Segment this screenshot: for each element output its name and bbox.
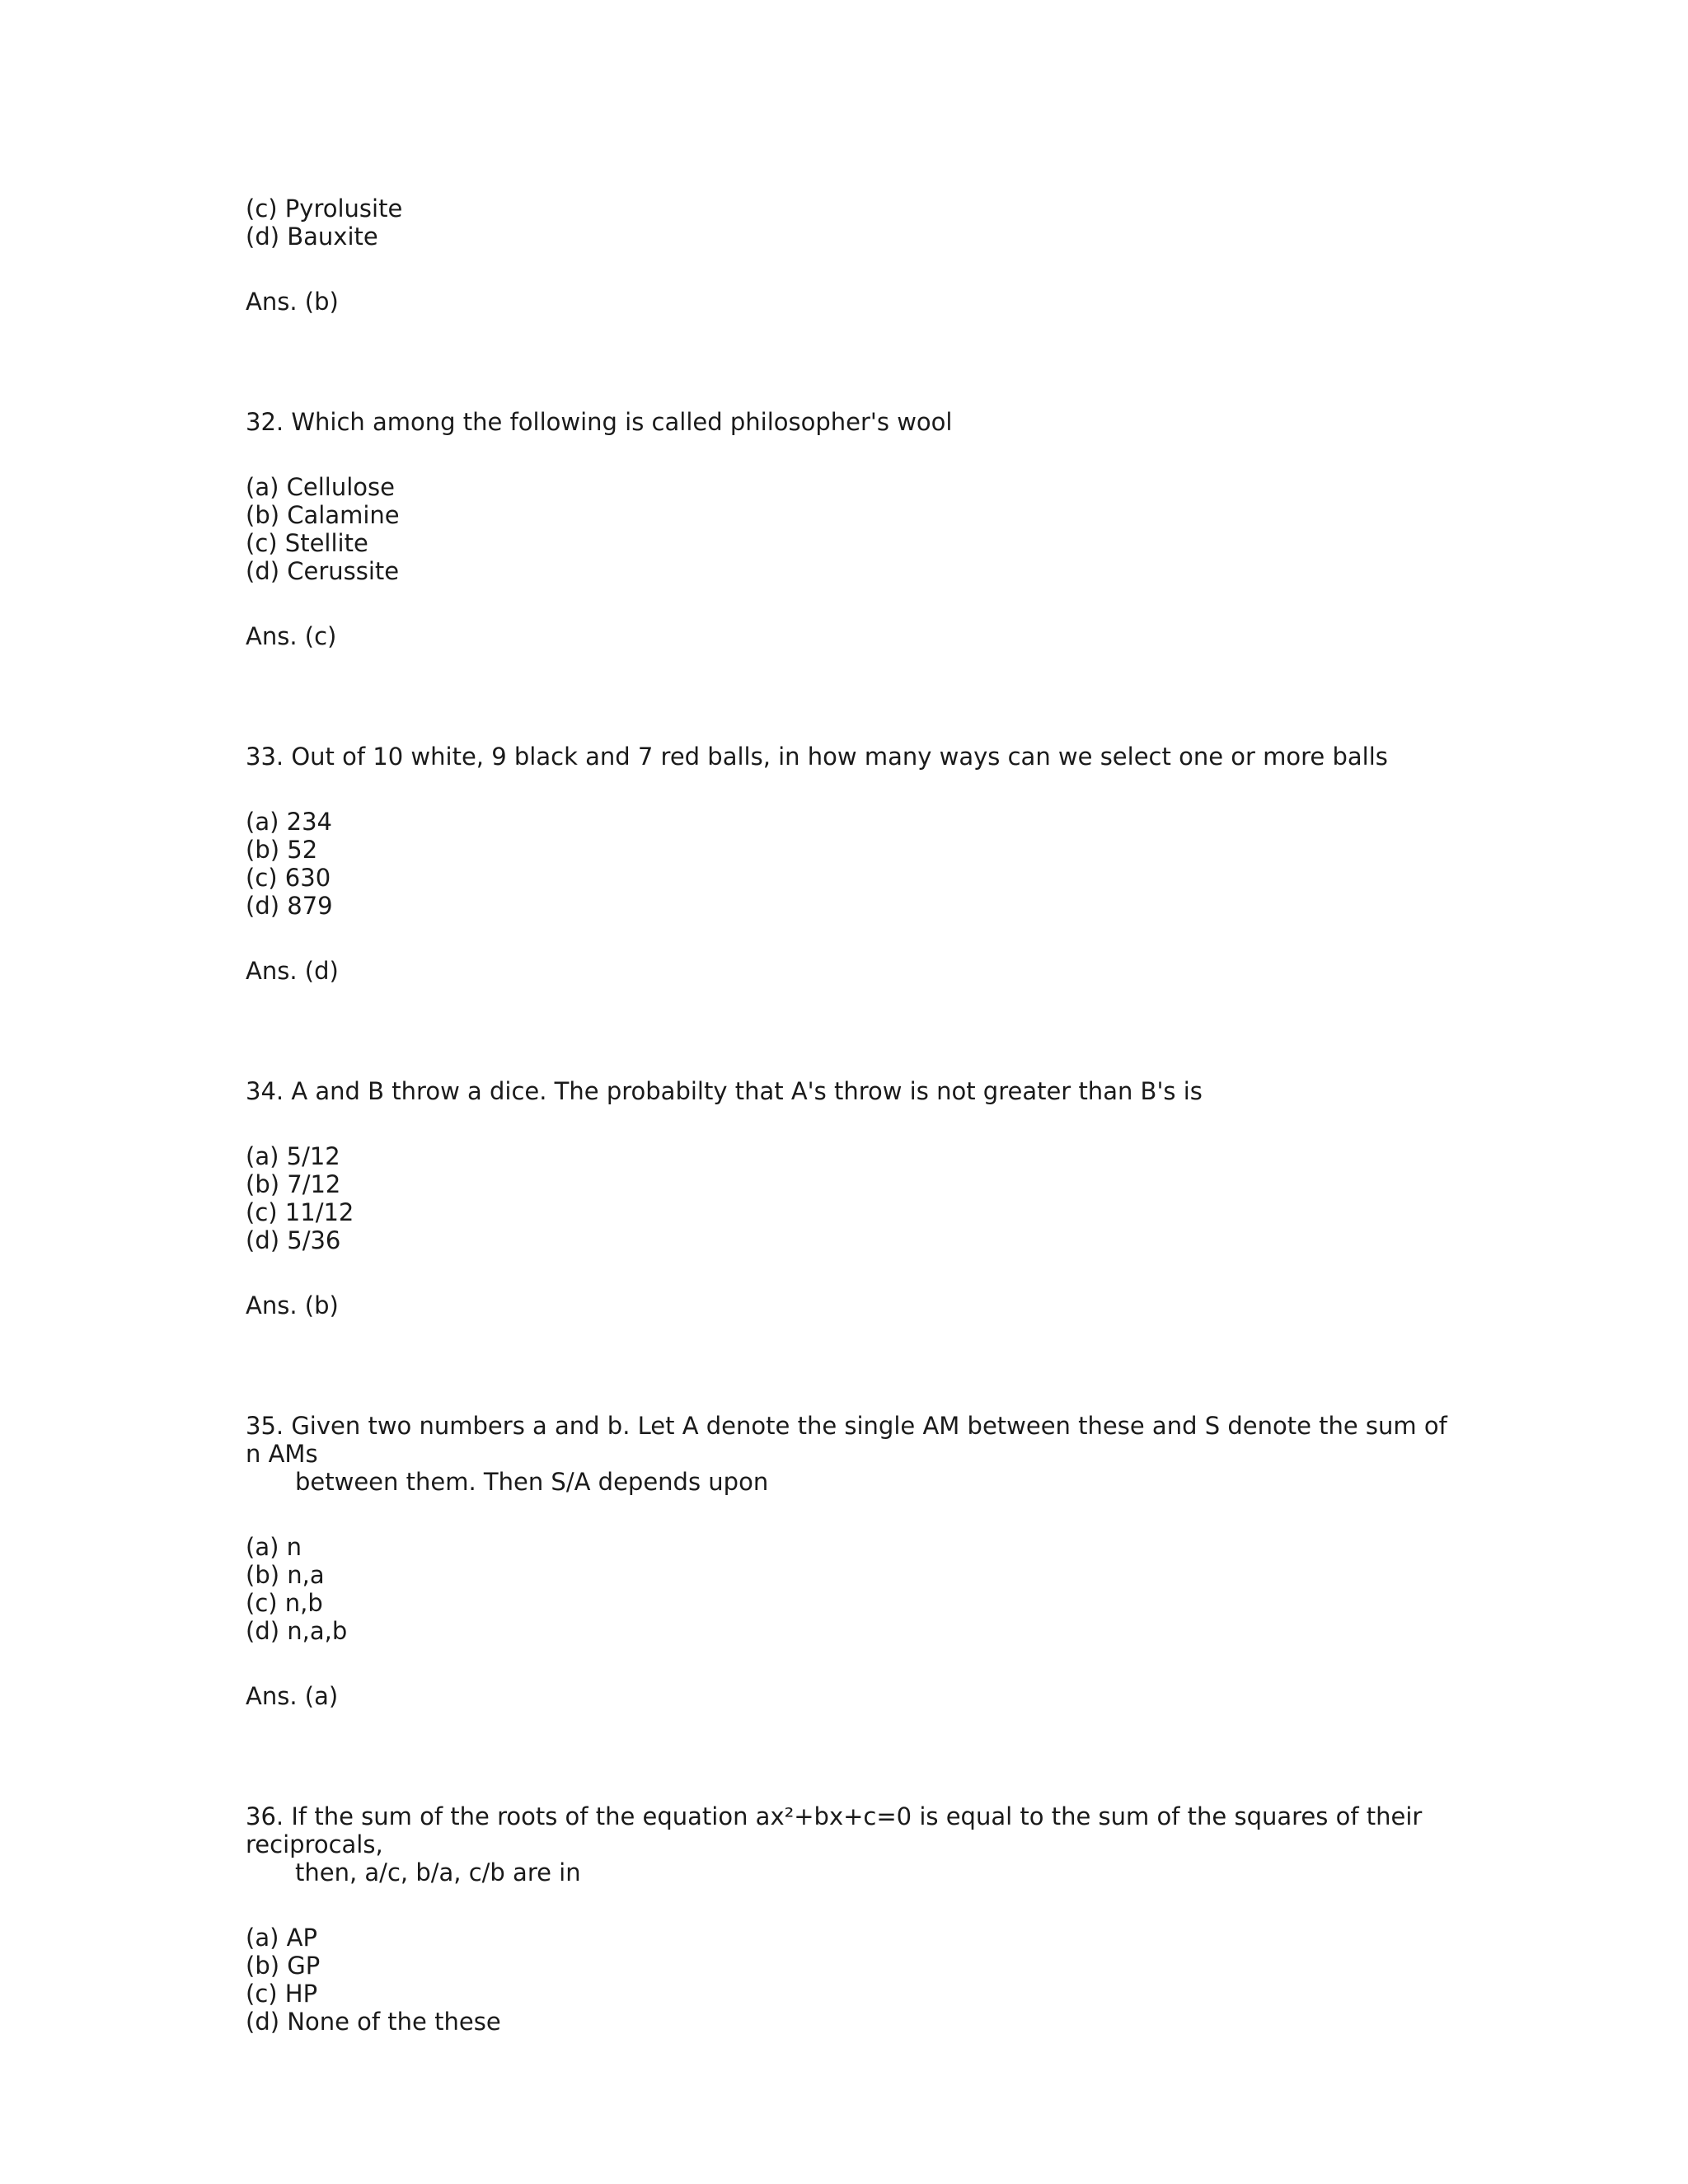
option: (b) 52 xyxy=(246,836,318,864)
option: (a) 234 xyxy=(246,808,332,836)
answer xyxy=(246,622,1449,650)
question-32 xyxy=(246,408,1449,650)
option: (b) 7/12 xyxy=(246,1170,341,1198)
question-text: 35. Given two numbers a and b. Let A denote the single AM between these and S denote the sum of xyxy=(246,1412,1447,1440)
option: (b) GP xyxy=(246,1952,321,1980)
question-text: 36. If the sum of the roots of the equation ax²+bx+c=0 is equal to the sum of the squares of their xyxy=(246,1802,1423,1830)
option: (d) None of the these xyxy=(246,2008,501,2036)
option: (a) n xyxy=(246,1533,302,1561)
option: (b) n,a xyxy=(246,1561,325,1589)
question-36 xyxy=(246,1802,1449,2036)
question-33 xyxy=(246,743,1449,985)
answer-text: Ans. (c) xyxy=(246,622,337,650)
option: (c) Stellite xyxy=(246,529,368,557)
question-text: 34. A and B throw a dice. The probabilty that A's throw is not greater than B's is xyxy=(246,1077,1203,1105)
answer xyxy=(246,1291,1449,1319)
option-list xyxy=(246,808,1449,920)
option: (d) n,a,b xyxy=(246,1617,348,1645)
option: (d) Bauxite xyxy=(246,223,378,251)
option: (c) n,b xyxy=(246,1589,323,1617)
option-list xyxy=(246,1142,1449,1254)
question-text-wrap: reciprocals, xyxy=(246,1830,383,1858)
option: (d) 5/36 xyxy=(246,1226,341,1254)
question-text-wrap: n AMs xyxy=(246,1440,318,1468)
option: (c) Pyrolusite xyxy=(246,194,403,223)
option: (a) 5/12 xyxy=(246,1142,340,1170)
option-list xyxy=(246,473,1449,585)
option: (c) 630 xyxy=(246,864,331,892)
option: (c) HP xyxy=(246,1980,318,2008)
option: (d) Cerussite xyxy=(246,557,400,585)
option: (a) AP xyxy=(246,1924,317,1952)
option: (a) Cellulose xyxy=(246,473,395,501)
question-34 xyxy=(246,1077,1449,1319)
answer xyxy=(246,1682,1449,1710)
option: (d) 879 xyxy=(246,892,333,920)
answer xyxy=(246,957,1449,985)
answer-text: Ans. (d) xyxy=(246,957,339,985)
question-text: 33. Out of 10 white, 9 black and 7 red balls, in how many ways can we select one or more balls xyxy=(246,743,1388,771)
answer xyxy=(246,288,1449,316)
answer-text: Ans. (a) xyxy=(246,1682,339,1710)
option-list xyxy=(246,194,1449,251)
option: (c) 11/12 xyxy=(246,1198,354,1226)
question-text: 32. Which among the following is called philosopher's wool xyxy=(246,408,953,436)
question-text-continued: then, a/c, b/a, c/b are in xyxy=(295,1858,581,1886)
question-35 xyxy=(246,1412,1449,1710)
option: (b) Calamine xyxy=(246,501,400,529)
option-list xyxy=(246,1533,1449,1645)
option-list xyxy=(246,1924,1449,2036)
prev-question-block xyxy=(246,194,1449,316)
question-text-continued: between them. Then S/A depends upon xyxy=(295,1468,769,1496)
answer-text: Ans. (b) xyxy=(246,1291,339,1319)
answer-text: Ans. (b) xyxy=(246,288,339,316)
document-content xyxy=(246,194,1449,2036)
